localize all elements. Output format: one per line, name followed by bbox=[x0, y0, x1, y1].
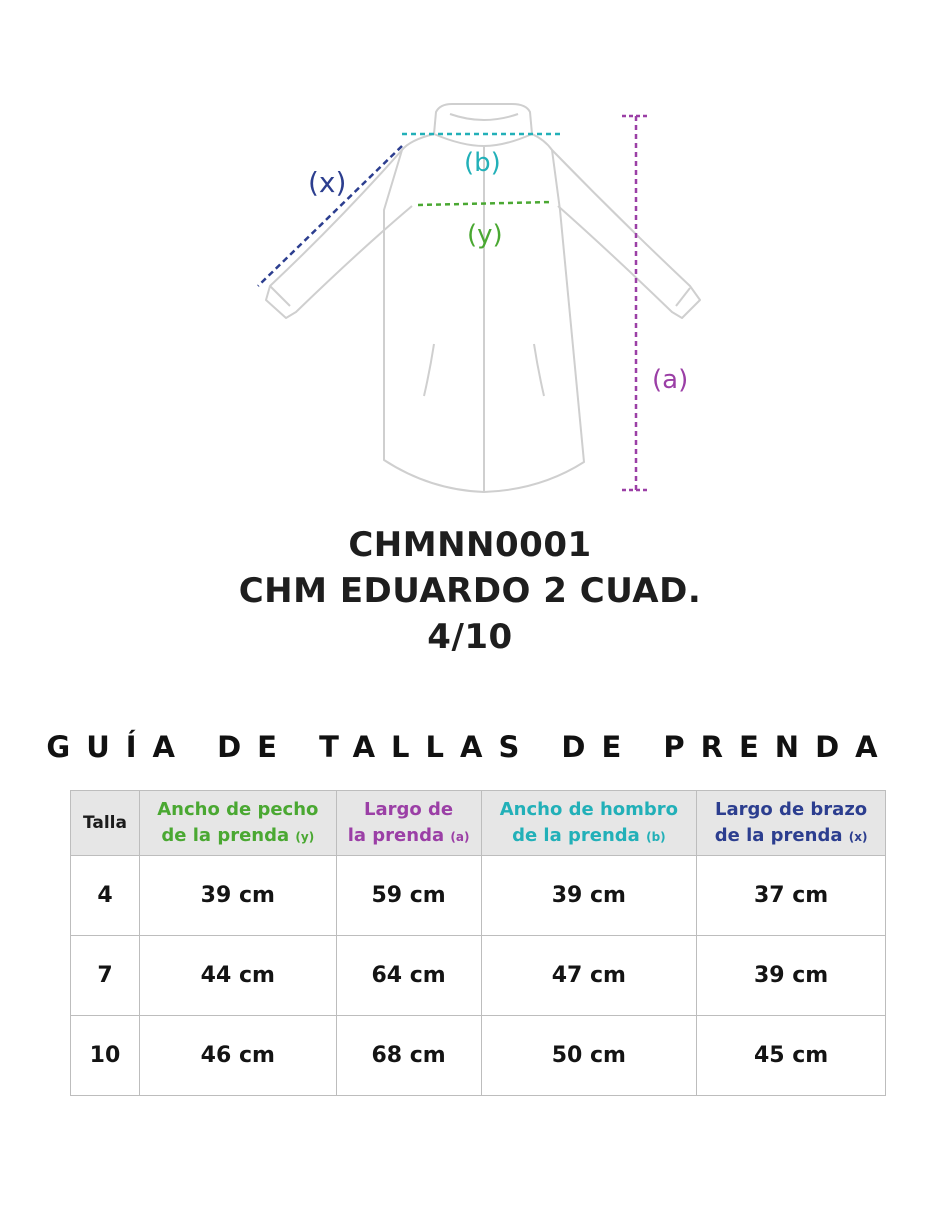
cell-talla: 7 bbox=[71, 936, 140, 1016]
product-name: CHM EDUARDO 2 CUAD. bbox=[238, 571, 702, 611]
cell-length: 68 cm bbox=[336, 1016, 481, 1096]
header-line: Ancho de pecho bbox=[157, 798, 319, 820]
header-shoulder-width bbox=[481, 791, 697, 856]
cell-chest-width: 46 cm bbox=[139, 1016, 336, 1096]
header-tag: (a) bbox=[450, 829, 470, 844]
header-line: Ancho de hombro bbox=[499, 798, 679, 820]
product-sizes: 4/10 bbox=[427, 617, 513, 657]
cell-chest-width: 44 cm bbox=[139, 936, 336, 1016]
header-tag: (b) bbox=[646, 829, 666, 844]
cell-sleeve-length: 45 cm bbox=[697, 1016, 886, 1096]
garment-diagram bbox=[0, 0, 940, 520]
cell-sleeve-length: 39 cm bbox=[697, 936, 886, 1016]
cell-sleeve-length: 37 cm bbox=[697, 856, 886, 936]
header-chest-width bbox=[139, 791, 336, 856]
header-line: Largo de bbox=[364, 798, 454, 820]
cell-talla: 10 bbox=[71, 1016, 140, 1096]
size-guide-title: GUÍA DE TALLAS DE PRENDA bbox=[46, 730, 894, 764]
cell-length: 64 cm bbox=[336, 936, 481, 1016]
header-length bbox=[336, 791, 481, 856]
header-tag: (y) bbox=[295, 829, 315, 844]
garment-length-line bbox=[622, 116, 650, 490]
header-line: de la prenda bbox=[714, 824, 843, 846]
cell-talla: 4 bbox=[71, 856, 140, 936]
cell-shoulder-width: 47 cm bbox=[481, 936, 697, 1016]
label-x: (x) bbox=[308, 166, 347, 199]
table-row bbox=[71, 1016, 886, 1096]
chest-width-line bbox=[418, 202, 552, 205]
header-tag: (x) bbox=[848, 829, 868, 844]
table-row bbox=[71, 936, 886, 1016]
header-line: de la prenda bbox=[161, 824, 290, 846]
header-talla: Talla bbox=[71, 791, 140, 856]
header-line: de la prenda bbox=[512, 824, 640, 846]
table-header-row bbox=[71, 791, 886, 856]
cell-shoulder-width: 39 cm bbox=[481, 856, 697, 936]
header-sleeve-length bbox=[697, 791, 886, 856]
size-table bbox=[70, 790, 886, 1096]
product-info bbox=[0, 522, 940, 660]
cell-chest-width: 39 cm bbox=[139, 856, 336, 936]
label-y: (y) bbox=[467, 220, 503, 250]
label-b: (b) bbox=[464, 148, 501, 178]
cell-length: 59 cm bbox=[336, 856, 481, 936]
product-code: CHMNN0001 bbox=[348, 525, 592, 565]
cell-shoulder-width: 50 cm bbox=[481, 1016, 697, 1096]
table-row bbox=[71, 856, 886, 936]
label-a: (a) bbox=[652, 365, 689, 395]
header-line: Largo de brazo bbox=[715, 798, 868, 820]
header-line: la prenda bbox=[347, 824, 445, 846]
